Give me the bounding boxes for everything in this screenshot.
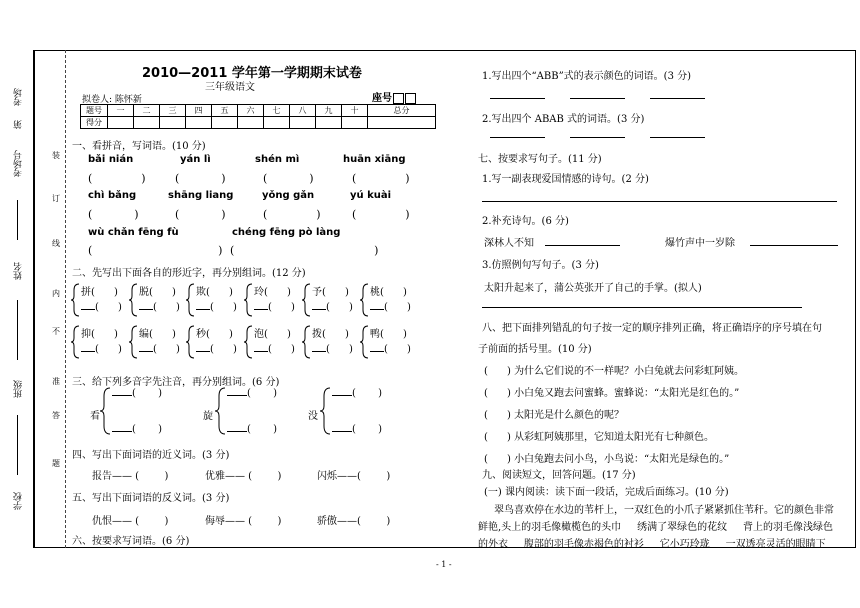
s6-q1-blank-1[interactable] bbox=[490, 98, 545, 99]
s2-row-b[interactable]: ( ) bbox=[254, 344, 295, 355]
s2-char: 抑 bbox=[81, 329, 91, 340]
s3-answer-3a[interactable]: ( ) bbox=[332, 388, 382, 399]
s1-answer-1[interactable]: ( ) bbox=[88, 172, 146, 185]
s7-q1: 1.写一副表现爱国情感的诗句。(2 分) bbox=[482, 174, 649, 185]
s2-char: 玲 bbox=[254, 287, 264, 298]
s2-row-b[interactable]: ( ) bbox=[312, 344, 353, 355]
s9-para-1: 翠鸟喜欢停在水边的苇杆上，一双红色的小爪子紧紧抓住苇秆。它的颜色非常 bbox=[494, 505, 834, 516]
seal-char-4: 内 bbox=[52, 289, 60, 298]
s5-word-1: 仇恨—— bbox=[92, 516, 132, 527]
score-table bbox=[80, 104, 436, 129]
s7-q3-blank[interactable] bbox=[482, 307, 802, 308]
s1-pinyin-5: chì bǎng bbox=[88, 190, 137, 201]
s5-item-1[interactable]: 仇恨—— ( ) bbox=[92, 516, 169, 527]
s8-heading-2: 子前面的括号里。(10 分) bbox=[478, 344, 592, 355]
score-input[interactable] bbox=[238, 117, 264, 129]
score-cell: 七 bbox=[264, 105, 290, 117]
score-cell: 得分 bbox=[81, 117, 108, 129]
s5-heading: 五、写出下面词语的反义词。(3 分) bbox=[72, 493, 230, 504]
s7-q2: 2.补充诗句。(6 分) bbox=[482, 216, 569, 227]
s2-heading: 二、先写出下面各自的形近字，再分别组词。(12 分) bbox=[72, 268, 306, 279]
score-cell: 总分 bbox=[368, 105, 436, 117]
s2-row-b[interactable]: ( ) bbox=[196, 302, 237, 313]
s3-answer-2b[interactable]: ( ) bbox=[227, 424, 277, 435]
score-cell: 一 bbox=[108, 105, 134, 117]
score-input[interactable] bbox=[160, 117, 186, 129]
s1-pinyin-8: yú kuài bbox=[350, 190, 392, 201]
side-xingming: 姓名 bbox=[14, 262, 24, 280]
exam-title: 2010—2011 学年第一学期期末试卷 bbox=[142, 66, 362, 81]
s1-pinyin-7: yǒng gǎn bbox=[262, 190, 315, 201]
s2-char: 编 bbox=[139, 329, 149, 340]
s4-word-2: 优雅—— bbox=[205, 471, 245, 482]
page-number: - 1 - bbox=[436, 560, 452, 569]
s6-q1: 1.写出四个“ABB”式的表示颜色的词语。(3 分) bbox=[482, 71, 692, 82]
s2-char: 予 bbox=[312, 287, 322, 298]
s2-row-a[interactable]: 鸭( ) bbox=[370, 329, 407, 340]
s6-q2-blank-2[interactable] bbox=[570, 137, 625, 138]
s6-q2-blank-1[interactable] bbox=[490, 137, 545, 138]
s1-pinyin-10: chéng fēng pò làng bbox=[232, 227, 341, 238]
score-input[interactable] bbox=[134, 117, 160, 129]
s1-answer-4[interactable]: ( ) bbox=[352, 172, 410, 185]
s8-item-1-text: 为什么它们说的不一样呢？小白兔就去问彩虹阿姨。 bbox=[514, 366, 745, 377]
score-input[interactable] bbox=[264, 117, 290, 129]
score-value-row bbox=[81, 117, 436, 129]
brace-icon bbox=[301, 324, 311, 360]
s3-brace-2 bbox=[213, 386, 227, 436]
s1-answer-9[interactable]: ( ) bbox=[88, 244, 223, 257]
exam-author: 拟卷人: 陈怀新 bbox=[82, 95, 142, 105]
s9-sub: (一) 课内阅读：读下面一段话，完成后面练习。(10 分) bbox=[484, 487, 729, 498]
s6-heading: 六、按要求写词语。(6 分) bbox=[72, 536, 190, 547]
s2-row-a[interactable]: 玲( ) bbox=[254, 287, 291, 298]
s9-para-2: 鲜艳,头上的羽毛像橄榄色的头巾 绣满了翠绿色的花纹 背上的羽毛像浅绿色 bbox=[478, 522, 833, 533]
s2-row-a[interactable]: 拨( ) bbox=[312, 329, 349, 340]
side-banji: 班级 bbox=[14, 380, 24, 398]
s2-row-b[interactable]: ( ) bbox=[254, 302, 295, 313]
s2-row-b[interactable]: ( ) bbox=[312, 302, 353, 313]
s8-item-5[interactable]: ( ) 小白兔跑去问小鸟，小鸟说：“太阳光是绿色的。” bbox=[484, 454, 730, 465]
brace-icon bbox=[70, 282, 80, 318]
s2-row-a[interactable]: 编( ) bbox=[139, 329, 176, 340]
s2-char: 泡 bbox=[254, 329, 264, 340]
s1-pinyin-9: wù chǎn fēng fù bbox=[88, 227, 179, 238]
s7-example: 太阳升起来了，蒲公英张开了自己的手掌。(拟人) bbox=[484, 283, 702, 294]
side-xuexiao: 学校 bbox=[14, 492, 24, 510]
s1-answer-8[interactable]: ( ) bbox=[352, 208, 410, 221]
brace-icon bbox=[128, 324, 138, 360]
s3-answer-1b[interactable]: ( ) bbox=[112, 424, 162, 435]
s6-q2-blank-3[interactable] bbox=[650, 137, 705, 138]
s7-q3: 3.仿照例句写句子。(3 分) bbox=[482, 260, 599, 271]
score-input[interactable] bbox=[368, 117, 436, 129]
seat-number bbox=[372, 89, 416, 104]
s4-word-3: 闪烁—— bbox=[317, 471, 357, 482]
s1-answer-6[interactable]: ( ) bbox=[175, 208, 226, 221]
s8-item-4[interactable]: ( ) 从彩虹阿姨那里，它知道太阳光有七种颜色。 bbox=[484, 432, 715, 443]
s2-row-b[interactable]: ( ) bbox=[139, 302, 180, 313]
s2-row-b[interactable]: ( ) bbox=[370, 302, 411, 313]
s8-item-1[interactable]: ( ) 为什么它们说的不一样呢？小白兔就去问彩虹阿姨。 bbox=[484, 366, 745, 377]
score-cell: 二 bbox=[134, 105, 160, 117]
brace-icon bbox=[359, 282, 369, 318]
seat-label: 座号 bbox=[372, 93, 392, 104]
seal-char-6: 准 bbox=[52, 377, 60, 386]
s1-pinyin-3: shén mì bbox=[255, 154, 300, 165]
brace-icon bbox=[185, 324, 195, 360]
s1-pinyin-6: shāng liang bbox=[168, 190, 234, 201]
s8-item-4-text: 从彩虹阿姨那里，它知道太阳光有七种颜色。 bbox=[514, 432, 715, 443]
seal-char-1: 装 bbox=[52, 151, 60, 160]
s7-poem-b-blank[interactable] bbox=[750, 245, 838, 246]
score-header-row bbox=[81, 105, 436, 117]
s8-heading-1: 八、把下面排列错乱的句子按一定的顺序排列正确，将正确语序的序号填在句 bbox=[482, 323, 822, 334]
seat-box-2[interactable] bbox=[405, 93, 416, 104]
s6-q2: 2.写出四个 ABAB 式的词语。(3 分) bbox=[482, 114, 645, 125]
s8-item-3-text: 太阳光是什么颜色的呢？ bbox=[514, 410, 625, 421]
s3-answer-1a[interactable]: ( ) bbox=[112, 388, 162, 399]
score-cell: 十 bbox=[342, 105, 368, 117]
side-kaochang: 考场 bbox=[14, 88, 24, 106]
s2-row-b[interactable]: ( ) bbox=[370, 344, 411, 355]
brace-icon bbox=[243, 282, 253, 318]
s4-item-3[interactable]: 闪烁——( ) bbox=[317, 471, 391, 482]
s9-para-3: 的外衣 腹部的羽毛像赤褐色的衬衫 它小巧玲珑 一双透亮灵活的眼睛下 bbox=[478, 539, 826, 550]
s2-row-a[interactable]: 桃( ) bbox=[370, 287, 407, 298]
brace-icon bbox=[185, 282, 195, 318]
s2-row-a[interactable]: 拼( ) bbox=[81, 287, 118, 298]
seat-box-1[interactable] bbox=[393, 93, 404, 104]
score-cell: 六 bbox=[238, 105, 264, 117]
s4-heading: 四、写出下面词语的近义词。(3 分) bbox=[72, 450, 230, 461]
s7-heading: 七、按要求写句子。(11 分) bbox=[478, 154, 602, 165]
seal-char-8: 题 bbox=[52, 459, 60, 468]
score-input[interactable] bbox=[186, 117, 212, 129]
s1-answer-7[interactable]: ( ) bbox=[263, 208, 321, 221]
score-input[interactable] bbox=[316, 117, 342, 129]
s6-q1-blank-3[interactable] bbox=[650, 98, 705, 99]
s1-pinyin-4: huān xiāng bbox=[343, 154, 406, 165]
s2-row-a[interactable]: 脱( ) bbox=[139, 287, 176, 298]
s2-row-a[interactable]: 欺( ) bbox=[196, 287, 233, 298]
side-di: 第 bbox=[14, 120, 24, 129]
side-kaochanghao: 考场号 bbox=[14, 150, 24, 177]
s3-heading: 三、给下列多音字先注音，再分别组词。(6 分) bbox=[72, 377, 280, 388]
s5-item-3[interactable]: 骄傲——( ) bbox=[317, 516, 391, 527]
s2-row-b[interactable]: ( ) bbox=[139, 344, 180, 355]
s1-answer-3[interactable]: ( ) bbox=[263, 172, 314, 185]
s7-q1-blank[interactable] bbox=[482, 201, 837, 202]
s4-item-1[interactable]: 报告—— ( ) bbox=[92, 471, 169, 482]
s1-heading: 一、看拼音，写词语。(10 分) bbox=[72, 141, 206, 152]
s2-row-b[interactable]: ( ) bbox=[81, 344, 122, 355]
s2-char: 桃 bbox=[370, 287, 380, 298]
exam-subtitle: 三年级语文 bbox=[205, 82, 255, 93]
s1-answer-10[interactable]: ( ) bbox=[230, 244, 379, 257]
s5-word-3: 骄傲—— bbox=[317, 516, 357, 527]
score-input[interactable] bbox=[108, 117, 134, 129]
s2-char: 鸭 bbox=[370, 329, 380, 340]
score-input[interactable] bbox=[212, 117, 238, 129]
side-line-2 bbox=[17, 300, 18, 360]
s2-row-a[interactable]: 秒( ) bbox=[196, 329, 233, 340]
s5-item-2[interactable]: 侮辱—— ( ) bbox=[205, 516, 282, 527]
s3-answer-2a[interactable]: ( ) bbox=[227, 388, 277, 399]
s2-char: 秒 bbox=[196, 329, 206, 340]
s2-row-a[interactable]: 抑( ) bbox=[81, 329, 118, 340]
s2-char: 脱 bbox=[139, 287, 149, 298]
s8-item-3[interactable]: ( ) 太阳光是什么颜色的呢？ bbox=[484, 410, 625, 421]
brace-icon bbox=[128, 282, 138, 318]
s2-char: 拼 bbox=[81, 287, 91, 298]
s1-pinyin-1: bǎi nián bbox=[88, 154, 134, 165]
brace-icon bbox=[243, 324, 253, 360]
s5-word-2: 侮辱—— bbox=[205, 516, 245, 527]
s2-row-a[interactable]: 泡( ) bbox=[254, 329, 291, 340]
s3-char-2: 旋 bbox=[203, 411, 213, 422]
s7-poem-a-blank[interactable] bbox=[545, 245, 620, 246]
score-cell: 八 bbox=[290, 105, 316, 117]
s8-item-2-text: 小白兔又跑去问蜜蜂。蜜蜂说：“太阳光是红色的。” bbox=[514, 388, 740, 399]
s1-answer-5[interactable]: ( ) bbox=[88, 208, 139, 221]
seal-char-7: 答 bbox=[52, 411, 60, 420]
score-cell: 九 bbox=[316, 105, 342, 117]
s2-char: 拨 bbox=[312, 329, 322, 340]
s2-row-a[interactable]: 予( ) bbox=[312, 287, 349, 298]
s3-char-1: 看 bbox=[90, 411, 100, 422]
score-cell: 四 bbox=[186, 105, 212, 117]
s2-row-b[interactable]: ( ) bbox=[81, 302, 122, 313]
score-input[interactable] bbox=[290, 117, 316, 129]
side-line-1 bbox=[17, 200, 18, 240]
s4-word-1: 报告—— bbox=[92, 471, 132, 482]
score-cell: 题号 bbox=[81, 105, 108, 117]
side-line-3 bbox=[17, 415, 18, 475]
s4-item-2[interactable]: 优雅—— ( ) bbox=[205, 471, 282, 482]
s8-item-2[interactable]: ( ) 小白兔又跑去问蜜蜂。蜜蜂说：“太阳光是红色的。” bbox=[484, 388, 740, 399]
s1-pinyin-2: yán lì bbox=[180, 154, 211, 165]
seal-char-3: 线 bbox=[52, 239, 60, 248]
seal-char-5: 不 bbox=[52, 327, 60, 336]
s3-brace-1 bbox=[98, 386, 112, 436]
score-cell: 三 bbox=[160, 105, 186, 117]
binding-dashed-line bbox=[65, 50, 66, 548]
s6-q1-blank-2[interactable] bbox=[570, 98, 625, 99]
s1-answer-2[interactable]: ( ) bbox=[175, 172, 226, 185]
s3-answer-3b[interactable]: ( ) bbox=[332, 424, 382, 435]
s8-item-5-text: 小白兔跑去问小鸟，小鸟说：“太阳光是绿色的。” bbox=[514, 454, 730, 465]
score-cell: 五 bbox=[212, 105, 238, 117]
score-input[interactable] bbox=[342, 117, 368, 129]
brace-icon bbox=[301, 282, 311, 318]
s2-char: 欺 bbox=[196, 287, 206, 298]
seal-char-2: 订 bbox=[52, 194, 60, 203]
brace-icon bbox=[359, 324, 369, 360]
s7-poem-b: 爆竹声中一岁除 bbox=[665, 238, 735, 249]
s3-brace-3 bbox=[318, 386, 332, 436]
s3-char-3: 没 bbox=[308, 411, 318, 422]
s2-row-b[interactable]: ( ) bbox=[196, 344, 237, 355]
s7-poem-a: 深林人不知 bbox=[484, 238, 534, 249]
s9-heading: 九、阅读短文，回答问题。(17 分) bbox=[482, 470, 636, 481]
brace-icon bbox=[70, 324, 80, 360]
